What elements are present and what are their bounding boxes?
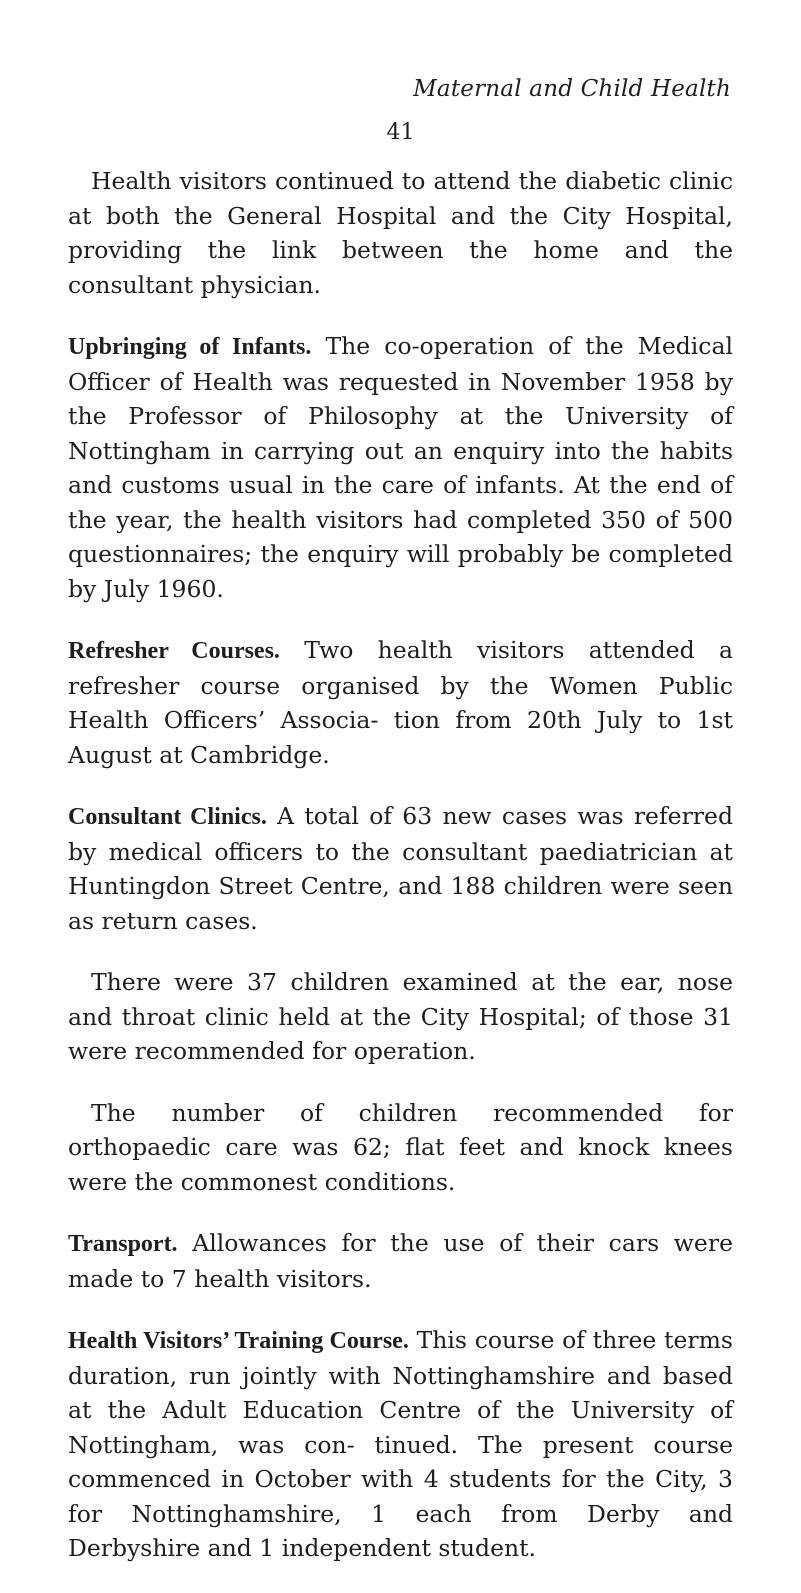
paragraph-upbringing-of-infants <box>68 329 733 606</box>
paragraph-text: Two health visitors attended a refresher course organised by the Women Public Health Officers’ Associa- tion from 20th July to 1st August at Cambridge. <box>68 636 733 769</box>
section-heading: Upbringing of Infants. <box>68 334 312 360</box>
paragraph-transport <box>68 1226 733 1296</box>
paragraph-text: Health visitors continued to attend the diabetic clinic at both the General Hospital and the City Hospital, providing the link between the home and the consultant physician. <box>68 167 733 299</box>
paragraph-diabetic-clinic <box>68 164 733 302</box>
paragraph-text: A total of 63 new cases was referred by medical officers to the consultant paediatrician at Huntingdon Street Centre, and 188 children were seen as return cases. <box>68 802 733 935</box>
section-heading: Health Visitors’ Training Course. <box>68 1328 409 1354</box>
section-heading: Refresher Courses. <box>68 638 280 664</box>
paragraph-text: The co-operation of the Medical Officer of Health was requested in November 1958 by the Professor of Philosophy at the University of Nottingham in carrying out an enquiry into the habits and customs usual in the care of infants. At the end of the year, the health visitors had completed 350 of 500 questionnaires; the enquiry will probably be completed by July 1960. <box>68 332 733 603</box>
paragraph-refresher-courses <box>68 633 733 772</box>
paragraph-text: Allowances for the use of their cars were made to 7 health visitors. <box>68 1229 733 1293</box>
page-body <box>68 164 733 1593</box>
paragraph-orthopaedic-care <box>68 1096 733 1200</box>
paragraph-training-course <box>68 1323 733 1566</box>
section-heading: Consultant Clinics. <box>68 804 267 830</box>
paragraph-text: There were 37 children examined at the ear, nose and throat clinic held at the City Hospital; of those 31 were recommended for operation. <box>68 968 733 1065</box>
paragraph-consultant-clinics <box>68 799 733 938</box>
section-heading: Transport. <box>68 1231 178 1257</box>
page-number: 41 <box>386 120 415 145</box>
paragraph-ent-clinic <box>68 965 733 1069</box>
paragraph-text: This course of three terms duration, run jointly with Nottinghamshire and based at the Adult Education Centre of the University of Nottingham, was con- tinued. The present course commenced in October with 4 students for the City, 3 for Nottinghamshire, 1 each from Derby and Derbyshire and 1 independent student. <box>68 1326 733 1562</box>
running-title: Maternal and Child Health <box>413 76 731 102</box>
paragraph-text: The number of children recommended for orthopaedic care was 62; flat feet and knock knees were the commonest conditions. <box>68 1098 733 1196</box>
